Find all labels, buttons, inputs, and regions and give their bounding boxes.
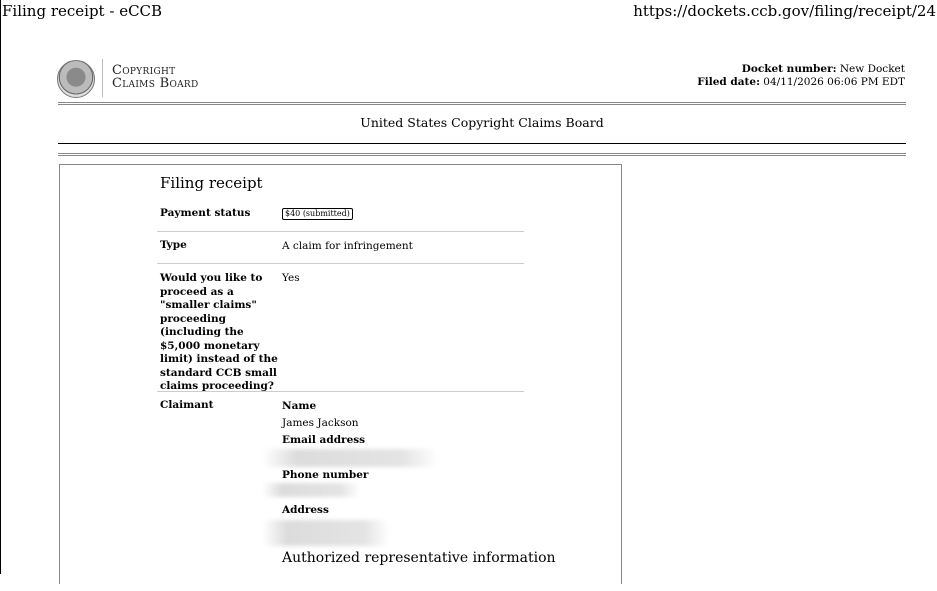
brand-wordmark	[112, 64, 199, 90]
docket-number-value: New Docket	[839, 63, 905, 75]
claimant-name-label: Name	[282, 400, 317, 412]
docket-number-label: Docket number:	[741, 63, 837, 75]
board-title-divider	[58, 143, 906, 144]
print-page-title: Filing receipt - eCCB	[2, 2, 163, 20]
header-divider	[58, 102, 906, 105]
receipt-heading: Filing receipt	[160, 174, 263, 192]
redacted-email	[262, 449, 438, 467]
board-title: United States Copyright Claims Board	[360, 115, 604, 130]
smaller-claims-row	[157, 263, 524, 392]
brand-line-1: Copyright	[112, 63, 176, 78]
content-divider	[58, 153, 906, 156]
brand-line-2: Claims Board	[112, 76, 199, 91]
type-value: A claim for infringement	[282, 240, 413, 252]
print-header	[0, 0, 937, 22]
ccb-seal-logo	[57, 60, 95, 98]
type-label: Type	[160, 239, 187, 251]
claimant-address-label: Address	[282, 504, 329, 516]
claimant-phone-label: Phone number	[282, 469, 369, 481]
type-row	[157, 231, 524, 264]
payment-status-label: Payment status	[160, 207, 251, 219]
claimant-label: Claimant	[160, 399, 214, 411]
claimant-name-value: James Jackson	[282, 417, 359, 429]
print-page-url: https://dockets.ccb.gov/filing/receipt/24	[633, 2, 936, 20]
docket-number	[697, 63, 905, 76]
filed-date-label: Filed date:	[697, 76, 760, 88]
logo-divider	[102, 59, 103, 97]
payment-status-value	[282, 206, 353, 220]
docket-meta	[697, 63, 905, 89]
smaller-claims-label: Would you like to proceed as a "smaller claims" proceeding (including the $5,000 monetary limit) instead of the standard CCB small claims proceeding?	[160, 272, 278, 392]
filed-date-value: 04/11/2026 06:06 PM EDT	[763, 76, 905, 88]
authorized-rep-heading: Authorized representative information	[282, 550, 556, 566]
filed-date	[697, 76, 905, 89]
claimant-email-label: Email address	[282, 434, 366, 446]
payment-status-row	[157, 198, 524, 232]
redacted-address	[262, 520, 390, 546]
redacted-phone	[262, 483, 360, 497]
window-frame-edge	[0, 0, 1, 574]
page-header	[57, 57, 905, 103]
payment-status-badge: $40 (submitted)	[282, 208, 353, 220]
smaller-claims-value: Yes	[282, 272, 300, 284]
